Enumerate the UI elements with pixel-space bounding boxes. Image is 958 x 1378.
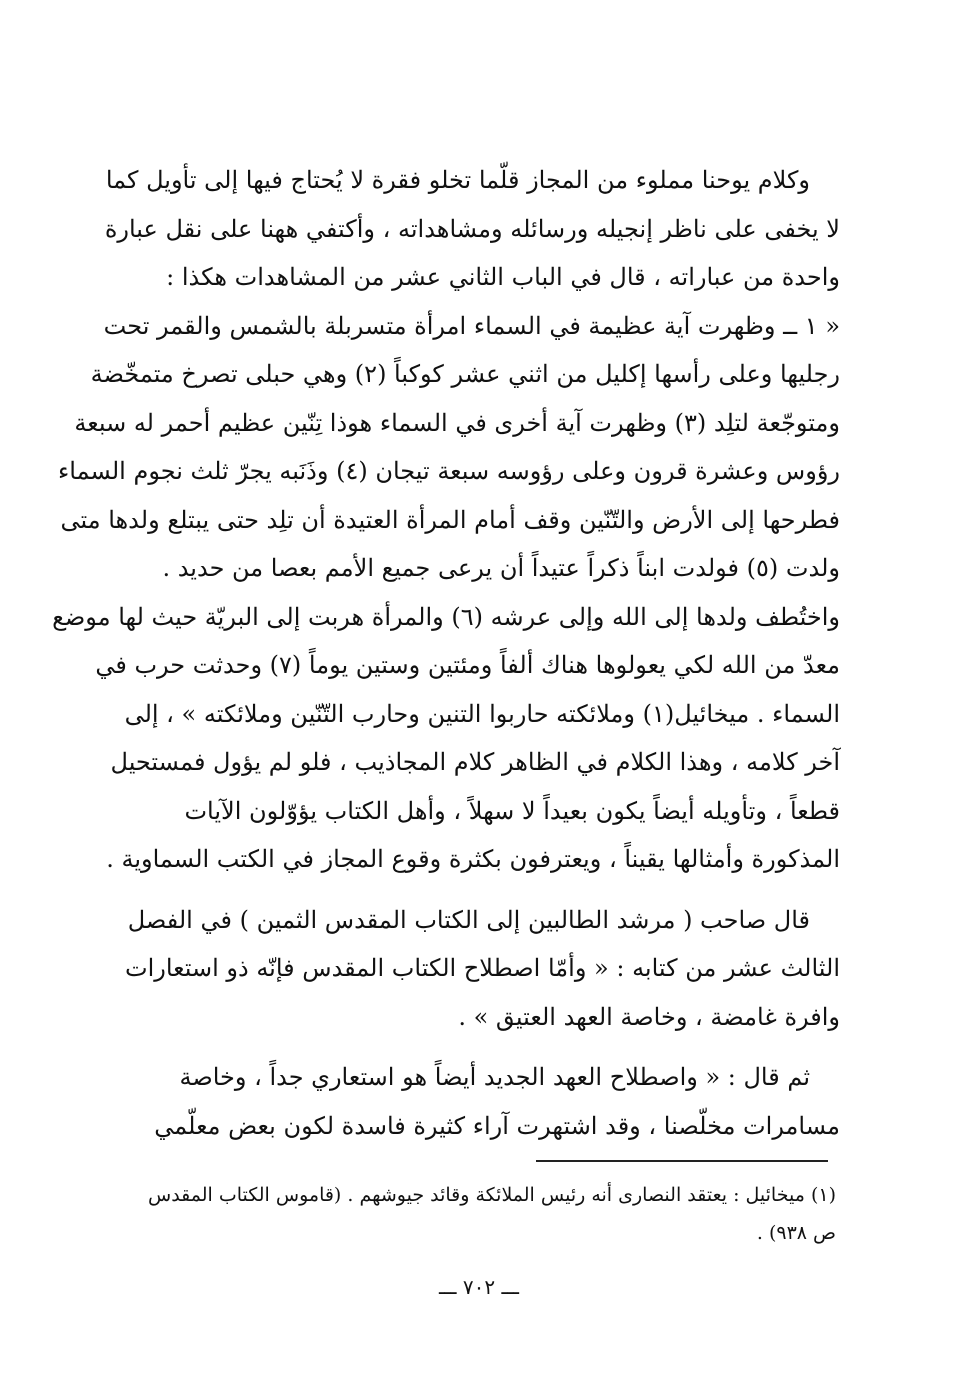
text-line: الثالث عشر من كتابه : « وأمّا اصطلاح الكتاب المقدس فإنّه ذو استعارات <box>125 954 840 982</box>
text-line: ومتوجّعة لتلِد (٣) وظهرت آية أخرى في السماء هوذا تِنّين عظيم أحمر له سبعة <box>74 408 840 437</box>
text-line: مسامرات مخلّصنا ، وقد اشتهرت آراء كثيرة فاسدة لكون بعض معلّمي <box>154 1111 840 1140</box>
text-line: وافرة غامضة ، وخاصة العهد العتيق » . <box>458 1002 840 1031</box>
footnote-divider <box>536 1160 828 1162</box>
text-line: معدّ من الله لكي يعولوها هناك ألفاً ومئتين وستين يوماً (٧) وحدثت حرب في <box>95 651 840 679</box>
text-line: « ١ ــ وظهرت آية عظيمة في السماء امرأة متسربلة بالشمس والقمر تحت <box>103 311 840 340</box>
text-line: ثم قال : « واصطلاح العهد الجديد أيضاً هو استعاري جداً ، وخاصة <box>179 1063 810 1091</box>
footnote-line: ص ٩٣٨) . <box>756 1222 836 1244</box>
text-line: قال صاحب ( مرشد الطالبين إلى الكتاب المقدس الثمين ) في الفصل <box>127 905 810 934</box>
text-line: واختُطف ولدها إلى الله وإلى عرشه (٦) والمرأة هربت إلى البريّة حيث لها موضع <box>52 602 840 631</box>
page-number: ـــ ٧٠٢ ـــ <box>438 1275 520 1299</box>
text-line: واحدة من عباراته ، قال في الباب الثاني عشر من المشاهدات هكذا : <box>166 263 840 291</box>
text-line: رجليها وعلى رأسها إكليل من اثني عشر كوكباً (٢) وهي حبلى تصرخ متمخّضة <box>90 360 840 388</box>
text-line: المذكورة وأمثالها يقيناً ، ويعترفون بكثرة وقوع المجاز في الكتب السماوية . <box>106 845 840 873</box>
text-line: لا يخفى على ناظر إنجيله ورسائله ومشاهداته ، وأكتفي ههنا على نقل عبارة <box>104 214 840 243</box>
text-line: فطرحها إلى الأرض والتّنّين وقف أمام المرأة العتيدة أن تلِد حتى يبتلع ولدها متى <box>60 505 840 534</box>
text-line: ولدت (٥) فولدت ابناً ذكراً عتيداً أن يرعى جميع الأمم بعصا من حديد . <box>162 554 840 582</box>
body-text <box>52 156 840 1162</box>
paragraph-2 <box>108 896 840 1042</box>
paragraph-3 <box>108 1053 840 1150</box>
text-line: وكلام يوحنا مملوء من المجاز قلّما تخلو فقرة لا يُحتاج فيها إلى تأويل كما <box>105 166 810 194</box>
footnote-line: (١) ميخائيل : يعتقد النصارى أنه رئيس الملائكة وقائد جيوشهم . (قاموس الكتاب المقدس <box>148 1184 836 1206</box>
text-line: السماء . ميخائيل(١) وملائكته حاربوا التنين وحارب التّنّين وملائكته » ، إلى <box>124 699 840 728</box>
footnote <box>108 1176 836 1252</box>
text-line: رؤوس وعشرة قرون وعلى رؤوسه سبعة تيجان (٤) وذَنَبه يجرّ ثلث نجوم السماء <box>57 457 840 485</box>
text-line: آخر كلامه ، وهذا الكلام في الظاهر كلام المجاذيب ، فلو لم يؤول فمستحيل <box>110 748 840 776</box>
text-line: قطعاً ، وتأويله أيضاً يكون بعيداً لا سهلاً ، وأهل الكتاب يؤوّلون الآيات <box>184 796 840 825</box>
paragraph-1 <box>52 156 840 884</box>
